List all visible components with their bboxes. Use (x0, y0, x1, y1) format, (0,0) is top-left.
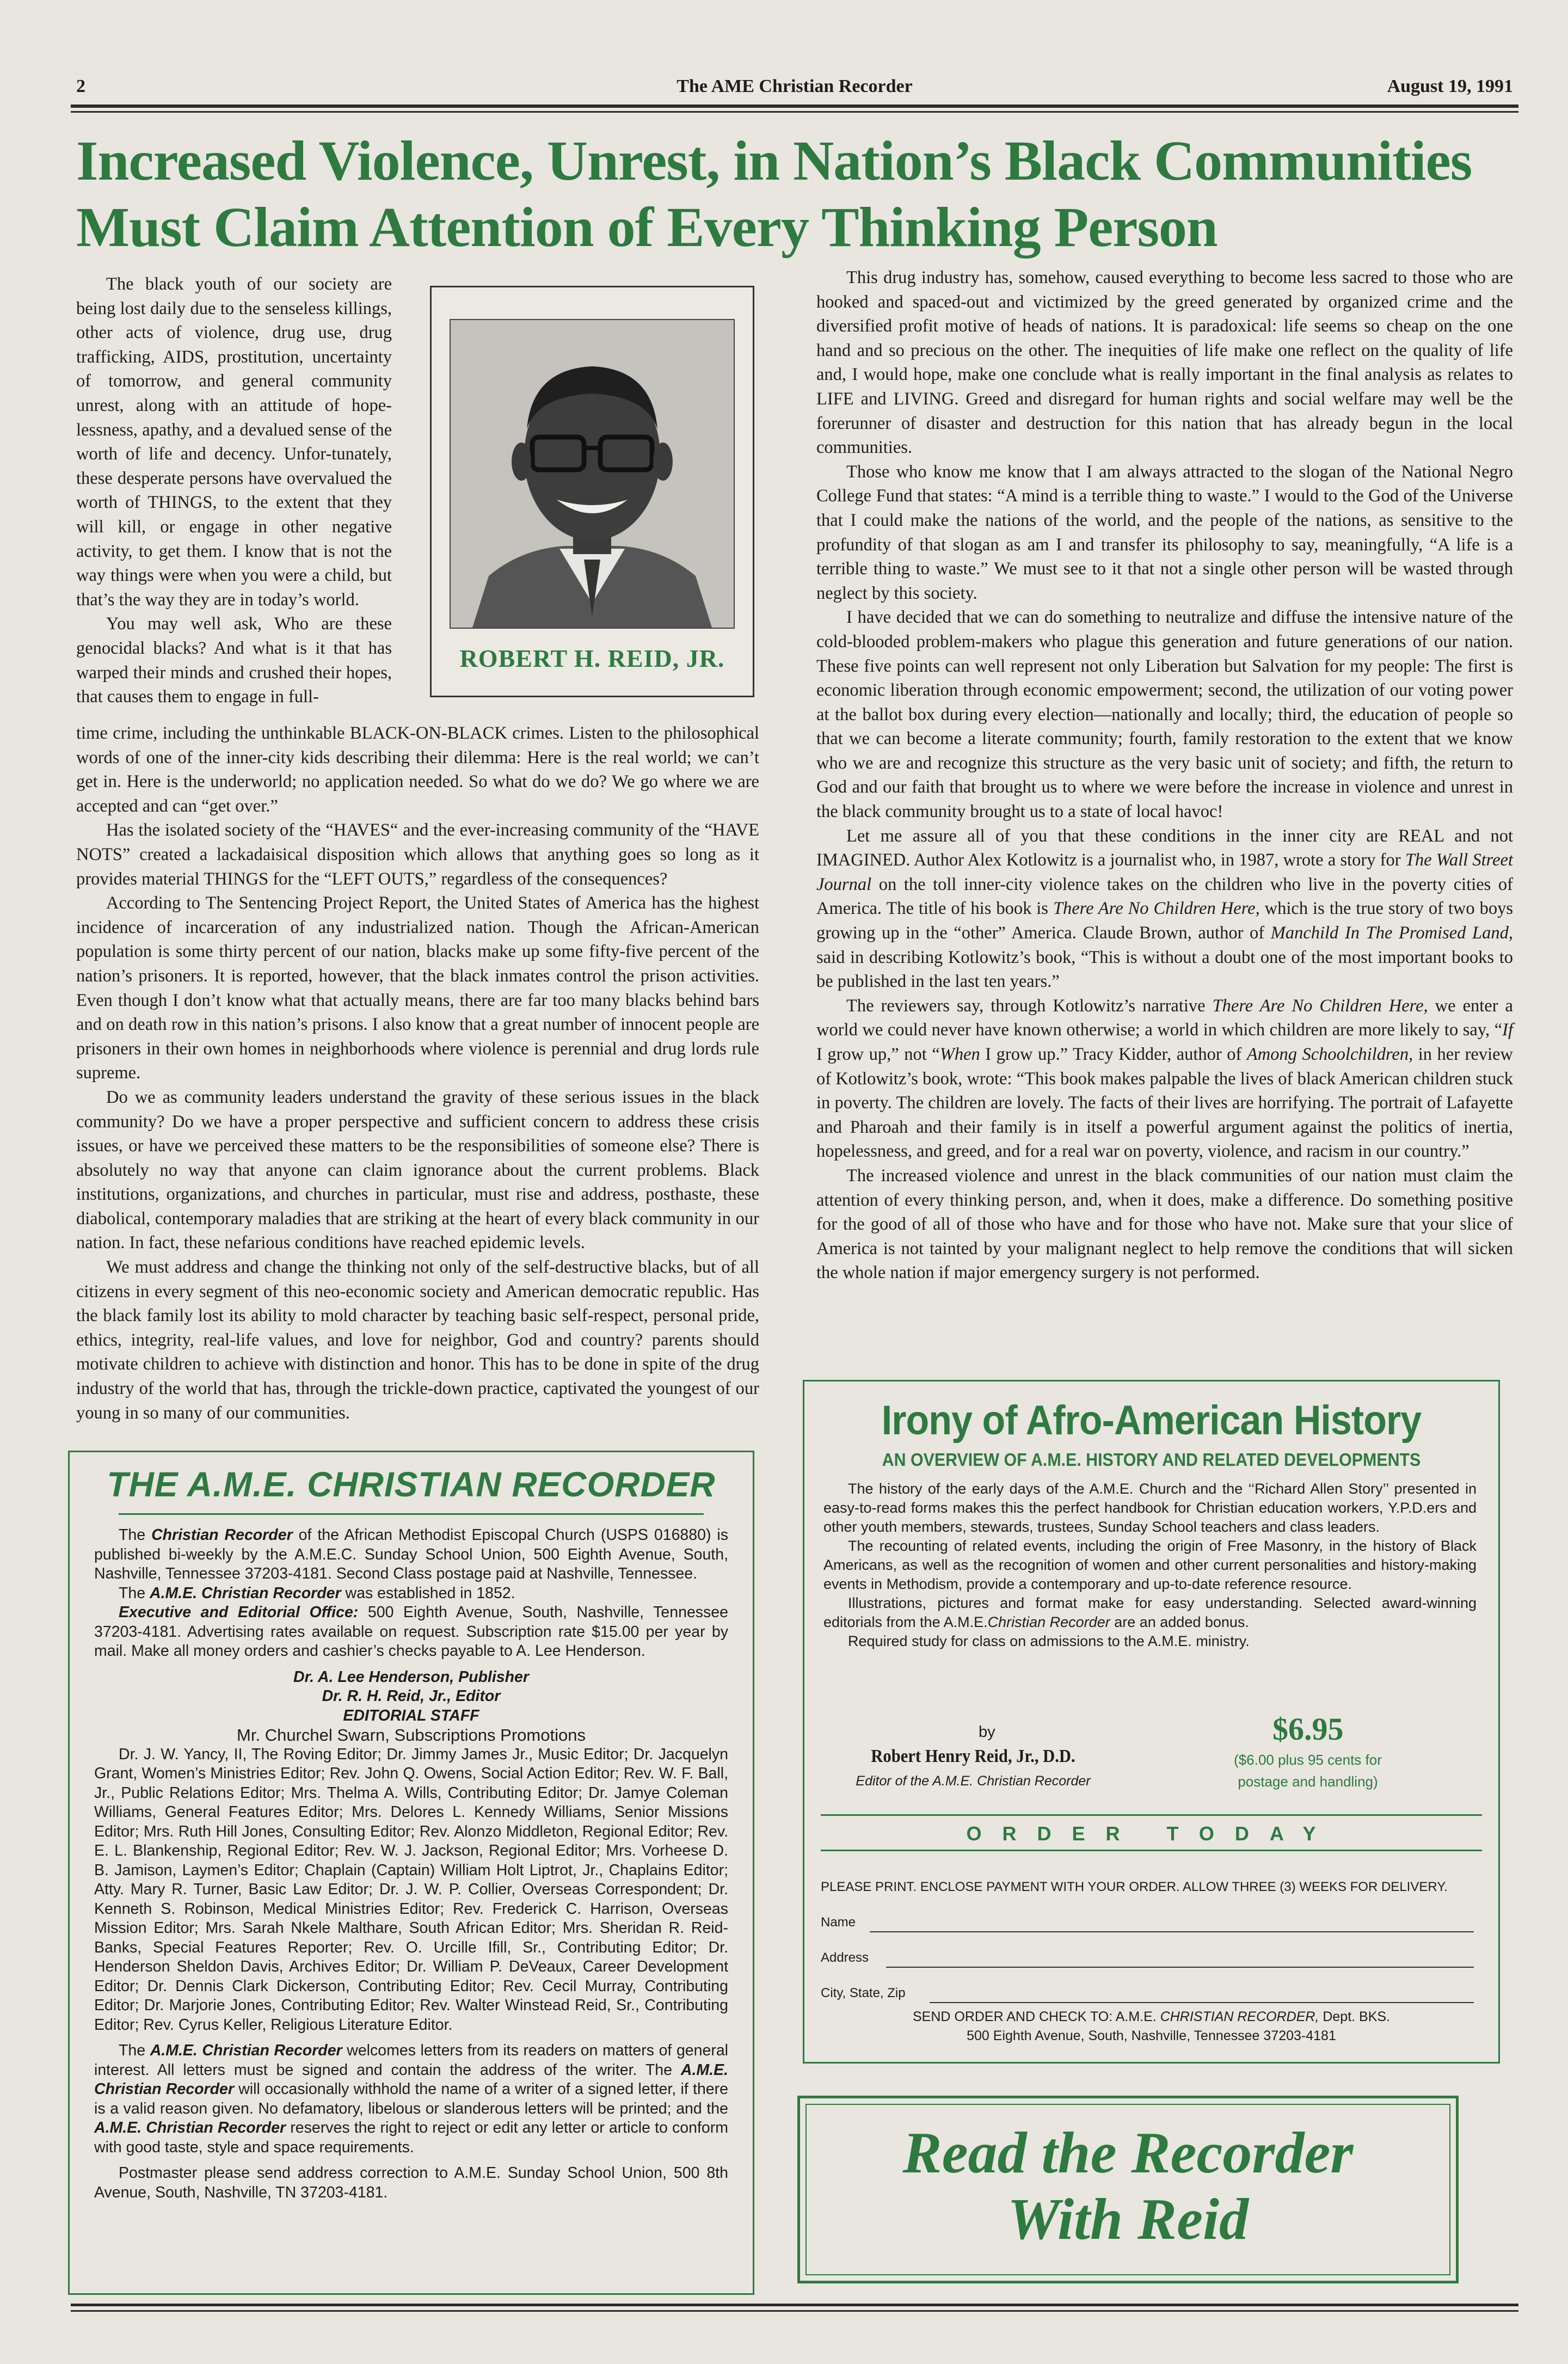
article-paragraph: The black youth of our society are being lost daily due to the senseless killings, other acts of violence, drug use, drug trafficking, AIDS, prostitution, uncertainty of tomorrow, and general community unrest, along with an attitude of hope-lessness, apathy, and a devalued sense of the worth of life and decency. Unfor-tunately, these desperate persons have overvalued the worth of THINGS, to the extent that they will kill, or engage in other negative activity, to get them. I know that is not the way things were when you were a child, but that’s the way they are in today’s world. (76, 274, 392, 610)
publication-name: A.M.E. Christian Recorder (94, 2061, 728, 2098)
article-paragraph: time crime, including the unthinkable BLACK-ON-BLACK crimes. Listen to the philosophical words of one of the inner-city kids describing their dilemma: Here is the real world; we can’t get in. Here is the underworld; no application needed. So what do we do? We go where we are accepted and can “get over.” (76, 723, 759, 816)
headline-line-1: Increased Violence, Unrest, in Nation’s Black Communities (76, 130, 1472, 192)
send-line (804, 2007, 1498, 2027)
text-run: I grow up.” Tracy Kidder, author of (980, 1045, 1247, 1064)
author-photo-box (430, 286, 754, 697)
text-run: I grow up,” not “ (816, 1045, 940, 1064)
address-field-line[interactable] (886, 1967, 1474, 1968)
recorder-box-body (94, 1526, 728, 2202)
city-label: City, State, Zip (821, 1986, 906, 2000)
italic-title: Among Schoolchildren, (1246, 1045, 1413, 1064)
slogan-line-1: Read the Recorder (902, 2121, 1354, 2185)
photo-caption: ROBERT H. REID, JR. (459, 644, 725, 672)
by-label: by (979, 1723, 995, 1741)
headline-line-2: Must Claim Attention of Every Thinking Person (76, 196, 1217, 259)
staff-list: Dr. J. W. Yancy, II, The Roving Editor; Dr. Jimmy James Jr., Music Editor; Dr. Jacquelyn Grant, Women’s Ministries Editor; Rev. John Q. Owens, Social Action Editor; Rev. W. F. Ball, Jr., Public Relations Editor; Mrs. Thelma A. Wills, Contributing Editor; Dr. Jamye Coleman Williams, General Features Editor; Mrs. Delores L. Kennedy Williams, Senior Missions Editor; Mrs. Ruth Hill Jones, Consulting Editor; Rev. Alonzo Middleton, Regional Editor; Rev. E. L. Blankenship, Regional Editor; Rev. W. J. Jackson, Regional Editor; Mrs. Vorheese D. B. Jamison, Laymen’s Editor; Chaplain (Captain) William Holt Liptrot, Jr., Chaplains Editor; Atty. Mary R. Turner, Basic Law Editor; Dr. J. W. P. Collier, Overseas Correspondent; Dr. Kenneth S. Robinson, Medical Ministries Editor; Rev. Frederick C. Harrison, Overseas Mission Editor; Mrs. Sarah Nkele Malthare, South African Editor; Mrs. Sheridan R. Reid-Banks, Special Features Reporter; Rev. O. Urcille Ifill, Sr., Contributing Editor; Dr. Henderson Sheldon Davis, Archives Editor; Dr. William P. DeVeaux, Career Development Editor; Dr. Dennis Clark Dickerson, Contributing Editor; Rev. Cecil Murray, Contributing Editor; Dr. Marjorie Jones, Contributing Editor; Rev. Walter Winstead Reid, Sr., Contributing Editor; Rev. Cyrus Keller, Religious Literature Editor. (94, 1745, 728, 2034)
publication-name: Christian Recorder (987, 1614, 1110, 1630)
italic-word: If (1502, 1020, 1513, 1040)
text-run: will occasionally withhold the name of a writer of a signed letter, if there is a valid reason given. No defamatory, libelous or slanderous letters will be printed; and the (94, 2080, 728, 2117)
page-number: 2 (76, 76, 85, 96)
text-run: The (119, 1526, 152, 1544)
slogan-line-2: With Reid (1007, 2187, 1249, 2252)
name-field[interactable] (821, 1915, 1474, 1935)
book-ad-box (803, 1380, 1500, 2064)
text-run: The (119, 1584, 150, 1602)
order-rule-bottom (821, 1850, 1482, 1851)
publication-name: CHRISTIAN RECORDER, (1160, 2009, 1319, 2024)
text-run: was established in 1852. (341, 1584, 515, 1602)
price-note (1210, 1749, 1406, 1792)
article-paragraph: We must address and change the thinking not only of the self-destructive blacks, but of all citizens in every segment of this neo-economic society and American democratic republic. Has the black family lost its ability to mold character by teaching basic self-respect, personal pride, ethics, integrity, real-life values, and love for neighbor, God and country? parents should motivate children to achieve with distinction and honor. This has to be done in spite of the drug industry of the world that has, through the trickle-down practice, captivated the youngest of our young in so many of our communities. (76, 1257, 759, 1423)
ad-paragraph: Required study for class on admissions to the A.M.E. ministry. (848, 1633, 1250, 1649)
text-run: we enter a world we could never have known otherwise; a world in which children are more likely to say, “ (816, 996, 1513, 1040)
article-paragraph: I have decided that we can do something to neutralize and diffuse the intensive nature of the cold-blooded problem-makers who plague this generation and future generations of our nation. These five points can well represent not only Liberation but Salvation for my people: The first is economic liberation through economic empowerment; second, the utilization of our voting power at the ballot box during every election—nationally and locally; third, the education of people so that we can become a literate community; fourth, family restoration to the extent that we know who we are and recognize this structure as the very basic unit of society; and fifth, the return to God and our faith that brought us to where we were before the increase in violence and unrest in the black community brought us to a state of local havoc! (816, 607, 1513, 822)
text-run: 500 Eighth Avenue, South, Nashville, Tennessee 37203-4181. Advertising rates available on request. Subscription rate $15.00 per year by mail. Make all money orders and cashier’s checks payable to A. Lee Henderson. (94, 1604, 728, 1660)
order-today-heading: ORDER TODAY (966, 1822, 1337, 1845)
book-price: $6.95 (1272, 1711, 1344, 1747)
text-run: in her review of Kotlowitz’s book, wrote: “This book makes palpable the lives of black American children stuck in poverty. The children are lovely. The facts of their lives are horrifying. The portrait of Lafayette and Pharoah and their family is in itself a powerful argument against the politics of inertia, hopelessness, and greed, and for a real war on poverty, violence, and racism in our country.” (816, 1045, 1513, 1162)
masthead-rule-thin (71, 111, 1518, 113)
text-run: SEND ORDER AND CHECK TO: A.M.E. (912, 2009, 1160, 2024)
masthead-rule (71, 105, 1518, 108)
name-field-line[interactable] (870, 1931, 1474, 1932)
text-run: welcomes letters from its readers on matters of general interest. All letters must be signed and contain the address of the writer. The (94, 2042, 729, 2079)
ad-paragraph (823, 1594, 1477, 1632)
portrait-illustration (451, 320, 734, 628)
read-the-recorder-slogan (800, 2120, 1456, 2253)
article-left-full (76, 721, 759, 1425)
publication-name: Christian Recorder (151, 1526, 293, 1544)
recorder-paragraph (94, 1526, 728, 1584)
text-run: Illustrations, pictures and format make for easy understanding. Selected award-winning editorials from the A.M.E. (823, 1595, 1477, 1630)
book-author: Robert Henry Reid, Jr., D.D. (871, 1746, 1075, 1766)
issue-date: August 19, 1991 (1387, 76, 1513, 96)
staff-label: EDITORIAL STAFF (343, 1706, 479, 1724)
italic-word: When (939, 1045, 980, 1064)
postmaster-note: Postmaster please send address correction to A.M.E. Sunday School Union, 500 8th Avenue, South, Nashville, TN 37203-4181. (94, 2164, 728, 2201)
price-note-line: ($6.00 plus 95 cents for (1234, 1752, 1382, 1768)
read-the-recorder-box (797, 2096, 1459, 2283)
send-address: 500 Eighth Avenue, South, Nashville, Tennessee 37203-4181 (967, 2028, 1336, 2043)
author-title: Editor of the A.M.E. Christian Recorder (856, 1773, 1091, 1789)
address-label: Address (821, 1950, 869, 1965)
order-rule-top (821, 1814, 1482, 1816)
text-run: reserves the right to reject or edit any letter or article to conform with good taste, style and space requirements. (94, 2119, 728, 2156)
publisher-line: Dr. A. Lee Henderson, Publisher (293, 1668, 529, 1686)
address-field[interactable] (821, 1950, 1474, 1970)
editor-line: Dr. R. H. Reid, Jr., Editor (322, 1687, 501, 1705)
text-run: The (119, 2042, 150, 2059)
headline (76, 128, 1518, 261)
article-paragraph: You may well ask, Who are these genocidal blacks? And what is it that has warped their minds and crushed their hopes, that causes them to engage in full- (76, 614, 392, 707)
recorder-paragraph (94, 1584, 728, 1604)
instructions-text: PLEASE PRINT. ENCLOSE PAYMENT WITH YOUR ORDER. ALLOW THREE (3) WEEKS FOR DELIVERY. (821, 1880, 1448, 1894)
author-photo (450, 319, 735, 629)
price-note-line: postage and handling) (1238, 1773, 1378, 1790)
text-run: of the African Methodist Episcopal Church (USPS 016880) is published bi-weekly by the A.M.E.C. Sunday School Union, 500 Eighth Avenue, South, Nashville, Tennessee 37203-4181. Second Class postage paid at Nashville, Tennessee. (94, 1526, 729, 1582)
book-subtitle: AN OVERVIEW OF A.M.E. HISTORY AND RELATED DEVELOPMENTS (882, 1450, 1421, 1470)
text-run: are an added bonus. (1110, 1614, 1249, 1630)
footer-rule-thin (71, 2310, 1518, 2312)
name-label: Name (821, 1915, 856, 1930)
recorder-paragraph (94, 1603, 728, 1661)
article-paragraph: According to The Sentencing Project Report, the United States of America has the highest incidence of incarceration of any industrialized nation. Though the African-American population is some thirty percent of our nation, blacks make up some fifty-five percent of the nation’s prisoners. It is reported, however, that the black inmates control the prison activities. Even though I don’t know what that actually means, there are far too many blacks behind bars and on death row in this nation’s prisons. I also know that a great number of innocent people are prisoners in their own homes in neighborhoods where violence is perennial and drug lords rule supreme. (76, 893, 759, 1083)
footer-rule (71, 2304, 1518, 2306)
article-paragraph: Those who know me know that I am always attracted to the slogan of the National Negro College Fund that states: “A mind is a terrible thing to waste.” I would to the God of the Universe that I could make the nations of the world, and the people of the nations, as sensitive to the profundity of that slogan as am I and transfer its philosophy to say, meaningfully, “A life is a terrible thing to waste.” We must see to it that not a single other person will be wasted through neglect by this society. (816, 462, 1513, 603)
recorder-box-rule (119, 1513, 704, 1515)
send-order-info (804, 2007, 1498, 2046)
city-state-zip-field[interactable] (821, 1986, 1474, 2005)
italic-title: Manchild In The Promised Land, (1270, 923, 1513, 943)
article-paragraph (816, 824, 1513, 994)
article-right (816, 266, 1513, 1285)
article-paragraph: Has the isolated society of the “HAVES“ and the ever-increasing community of the “HAVE NOTS” created a lackadaisical disposition which allows that anything goes so long as it provides material THINGS for the “LEFT OUTS,” regardless of the consequences? (76, 820, 759, 889)
letters-policy (94, 2041, 728, 2157)
article-paragraph: The increased violence and unrest in the black communities of our nation must claim the attention of every thinking person, and, when it does, make a difference. Do something positive for the good of all of those who have and for those who have not. Make sure that your slice of America is not tainted by your malignant neglect to help remove the conditions that will sicken the whole nation if major emergency surgery is not performed. (816, 1165, 1513, 1283)
publication-name: A.M.E. Christian Recorder (150, 1584, 341, 1602)
city-field-line[interactable] (930, 2002, 1474, 2003)
italic-title: There Are No Children Here, (1053, 899, 1260, 919)
text-run: said in describing Kotlowitz’s book, “This is without a doubt one of the most important books to be published in the last ten years.” (816, 947, 1513, 992)
article-left-narrow (76, 272, 392, 709)
promotions-line: Mr. Churchel Swarn, Subscriptions Promotions (237, 1726, 586, 1745)
article-paragraph: Do we as community leaders understand the gravity of these serious issues in the black community? Do we have a proper perspective and sufficient concern to address these crisis issues, or have we perceived these matters to be the responsibilities of someone else? There is absolutely no way that anyone can claim ignorance about the current problems. Black institutions, organizations, and churches in particular, must rise and address, posthaste, these diabolical, contemporary maladies that are striking at the heart of every black community in our nation. In fact, these nefarious conditions have reached epidemic levels. (76, 1087, 759, 1253)
article-paragraph: This drug industry has, somehow, caused everything to become less sacred to those who are hooked and spaced-out and victimized by the greed generated by organized crime and the diversified profit motive of heads of nations. It is paradoxical: life seems so cheap on the one hand and so precious on the other. The inequities of life make one reflect on the quality of life and, I would hope, make one conclude what is really important in the final analysis as relates to LIFE and LIVING. Greed and disregard for human rights and social welfare may well be the forerunner of disaster and destruction for this nation that has already begun in the local communities. (816, 268, 1513, 458)
book-description (823, 1479, 1477, 1651)
text-run: on the toll inner-city violence takes on the children who live in the poverty cities of America. The title of his book is (816, 874, 1513, 919)
italic-title: There Are No Children Here, (1212, 996, 1428, 1016)
text-run: which is the true story of two boys growing up in the “other” America. Claude Brown, author of (816, 899, 1513, 943)
text-run: Dept. BKS. (1319, 2009, 1391, 2024)
text-run: The reviewers say, through Kotlowitz’s narrative (846, 996, 1213, 1016)
paper-name: The AME Christian Recorder (677, 76, 913, 96)
text-run: Let me assure all of you that these conditions in the inner city are REAL and not IMAGINED. Author Alex Kotlowitz is a journalist who, in 1987, wrote a story for (816, 826, 1513, 870)
book-title: Irony of Afro-American History (881, 1397, 1422, 1444)
italic-title: The Wall Street Journal (816, 850, 1514, 894)
ad-paragraph: The history of the early days of the A.M.E. Church and the ‘‘Richard Allen Story’’ presented in easy-to-read forms makes this the perfect handbook for Christian education workers, Y.P.D.ers and other youth members, stewards, trustees, Sunday School teachers and class leaders. (823, 1481, 1477, 1535)
publication-name: A.M.E. Christian Recorder (94, 2119, 286, 2136)
masthead (71, 76, 1518, 102)
recorder-box-title: THE A.M.E. CHRISTIAN RECORDER (107, 1465, 716, 1504)
publication-name: A.M.E. Christian Recorder (150, 2042, 342, 2059)
ad-paragraph: The recounting of related events, including the origin of Free Masonry, in the history of Black Americans, as well as the recognition of women and other current personalities and history-making events in Methodism, provide a contemporary and up-to-date reference resource. (823, 1538, 1477, 1592)
office-label: Executive and Editorial Office: (119, 1604, 359, 1621)
recorder-info-box (68, 1451, 754, 2295)
article-paragraph (816, 994, 1513, 1164)
